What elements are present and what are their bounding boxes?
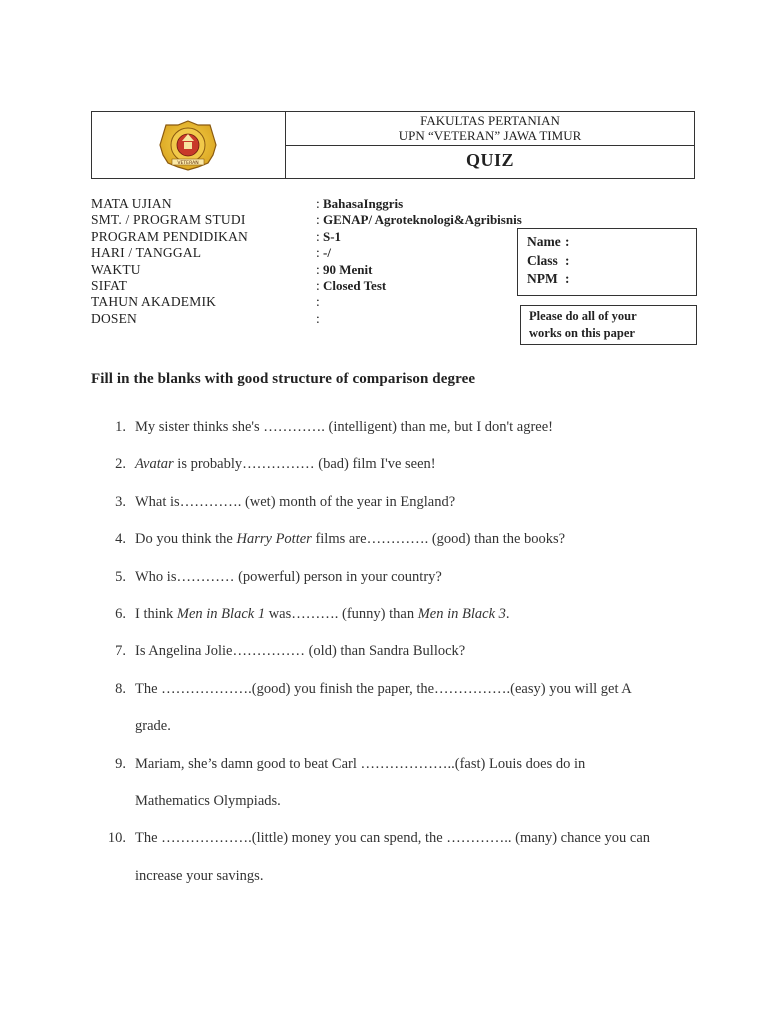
question-text: Do you think the xyxy=(135,531,237,548)
question-number: 6. xyxy=(115,606,126,622)
question-text-line xyxy=(135,494,455,511)
logo-cell xyxy=(92,112,286,178)
question-number: 2. xyxy=(115,456,126,473)
italic-title: Avatar xyxy=(135,456,174,473)
info-colon: : xyxy=(316,212,320,228)
info-colon: : xyxy=(316,228,320,244)
question-number: 10. xyxy=(107,830,126,847)
university-logo xyxy=(158,119,218,171)
question-text: The ……………….(good) you finish the paper, the…………….(easy) you will get A xyxy=(135,680,632,697)
info-value: S-1 xyxy=(323,228,342,244)
info-value: GENAP/ Agroteknologi&Agribisnis xyxy=(323,212,522,228)
question-number: 1. xyxy=(115,419,126,435)
question-text-line xyxy=(135,643,465,660)
info-value: 90 Menit xyxy=(323,261,373,277)
question-text: was………. (funny) than xyxy=(265,606,418,622)
question-text-line xyxy=(135,419,553,436)
info-value: BahasaInggris xyxy=(323,196,404,211)
question-text: Is Angelina Jolie…………… (old) than Sandra Bullock? xyxy=(135,643,466,660)
question-text: The ……………….(little) money you can spend, the ………….. (many) chance you can xyxy=(135,830,651,847)
info-colon: : xyxy=(316,277,320,293)
question-text: I think xyxy=(135,606,177,622)
question-text-line xyxy=(135,606,510,623)
instruction-note-box xyxy=(520,305,697,345)
question-text-line xyxy=(135,793,281,810)
question-text: . xyxy=(505,606,510,622)
italic-title: Men in Black 1 xyxy=(176,606,266,622)
quiz-title: QUIZ xyxy=(465,150,514,170)
student-class-row xyxy=(527,252,696,271)
student-npm-row xyxy=(527,270,696,289)
question-text-line xyxy=(135,531,565,548)
question-number: 3. xyxy=(115,493,126,510)
info-label: HARI / TANGGAL xyxy=(91,245,202,261)
logo-caption: VETERAN xyxy=(177,161,199,166)
info-label: WAKTU xyxy=(91,261,141,277)
info-label: SMT. / PROGRAM STUDI xyxy=(91,212,246,228)
question-text-line xyxy=(135,868,263,885)
question-number: 7. xyxy=(115,643,126,660)
class-colon: : xyxy=(565,252,570,268)
note-line-2: works on this paper xyxy=(529,326,635,340)
info-colon: : xyxy=(316,245,320,261)
faculty-name: FAKULTAS PERTANIAN xyxy=(420,113,560,128)
question-number: 9. xyxy=(115,755,126,772)
name-colon: : xyxy=(565,234,570,249)
italic-title: Harry Potter xyxy=(236,531,312,548)
student-identity-box xyxy=(517,228,697,296)
note-line-1: Please do all of your xyxy=(529,309,637,323)
info-colon: : xyxy=(316,310,320,326)
info-colon: : xyxy=(316,294,320,310)
info-label: DOSEN xyxy=(91,310,138,326)
question-text-line xyxy=(135,681,632,698)
question-number: 8. xyxy=(115,680,126,697)
question-text-line xyxy=(135,456,436,473)
info-label: PROGRAM PENDIDIKAN xyxy=(91,228,248,244)
question-text-line xyxy=(135,756,585,773)
question-text-line xyxy=(135,569,442,586)
question-number: 4. xyxy=(115,531,126,548)
info-value: Closed Test xyxy=(323,277,387,293)
info-label: SIFAT xyxy=(91,277,128,293)
italic-title: Men in Black 3 xyxy=(417,606,506,622)
question-text: films are…………. (good) than the books? xyxy=(311,531,566,548)
question-text: What is…………. (wet) month of the year in England? xyxy=(135,493,456,510)
question-text: is probably…………… (bad) film I've seen! xyxy=(173,456,436,473)
info-colon: : xyxy=(316,261,320,277)
question-text: Mathematics Olympiads. xyxy=(135,792,281,809)
name-label: Name xyxy=(527,234,561,249)
university-name: UPN “VETERAN” JAWA TIMUR xyxy=(398,128,582,143)
info-label: TAHUN AKADEMIK xyxy=(91,294,217,310)
student-name-row xyxy=(527,233,696,252)
question-text-line xyxy=(135,718,171,735)
faculty-cell xyxy=(286,112,694,146)
task-instruction: Fill in the blanks with good structure of comparison degree xyxy=(91,371,476,387)
class-label: Class xyxy=(527,252,558,268)
question-text: Mariam, she’s damn good to beat Carl ………………..(fast) Louis does do in xyxy=(135,755,586,772)
header-table xyxy=(91,111,695,179)
info-label: MATA UJIAN xyxy=(91,196,172,211)
question-text: Who is………… (powerful) person in your country? xyxy=(135,568,442,585)
npm-label: NPM xyxy=(527,271,558,286)
question-number: 5. xyxy=(115,568,126,585)
question-text-line xyxy=(135,830,650,847)
npm-colon: : xyxy=(565,271,570,286)
info-value: -/ xyxy=(323,245,331,261)
question-text: grade. xyxy=(135,718,171,735)
info-colon: : xyxy=(316,196,320,211)
question-text: My sister thinks she's …………. (intelligent) than me, but I don't agree! xyxy=(135,419,554,435)
question-text: increase your savings. xyxy=(135,867,264,884)
